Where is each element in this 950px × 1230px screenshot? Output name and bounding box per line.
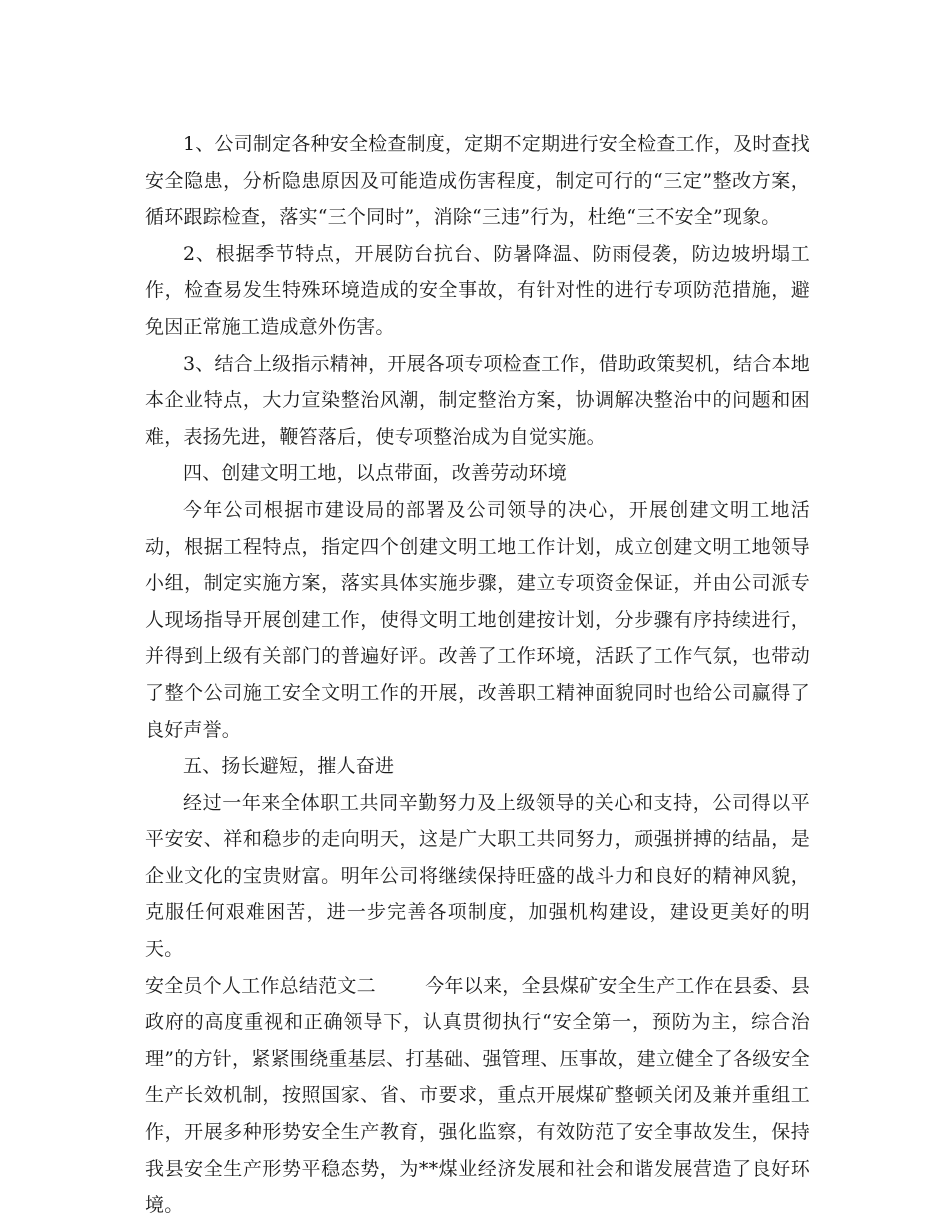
paragraph-civilized-site: 今年公司根据市建设局的部署及公司领导的决心，开展创建文明工地活动，根据工程特点，指定四个创建文明工地工作计划，成立创建文明工地领导小组，制定实施方案，落实具体实施步骤，建立专项资金保证，并由公司派专人现场指导开展创建工作，使得文明工地创建按计划，分步骤有序持续进行，并得到上级有关部门的普遍好评。改善了工作环境，活跃了工作气氛，也带动了整个公司施工安全文明工作的开展，改善职工精神面貌同时也给公司赢得了良好声誉。 bbox=[145, 498, 810, 741]
second-summary-text: 今年以来，全县煤矿安全生产工作在县委、县政府的高度重视和正确领导下，认真贯彻执行“安全第一，预防为主，综合治理”的方针，紧紧围绕重基层、打基础、强管理、压事故，建立健全了各级安全生产长效机制，按照国家、省、市要求，重点开展煤矿整顿关闭及兼并重组工作，开展多种形势安全生产教育，强化监察，有效防范了安全事故发生，保持我县安全生产形势平稳态势，为**煤业经济发展和社会和谐发展营造了良好环境。 bbox=[145, 974, 810, 1217]
document-body bbox=[145, 126, 810, 1224]
paragraph-safety-inspection: 1、公司制定各种安全检查制度，定期不定期进行安全检查工作，及时查找安全隐患，分析隐患原因及可能造成伤害程度，制定可行的“三定”整改方案，循环跟踪检查，落实“三个同时”，消除“三违”行为，杜绝“三不安全”现象。 bbox=[145, 133, 810, 229]
section-heading-civilized-site: 四、创建文明工地，以点带面，改善劳动环境 bbox=[183, 462, 568, 485]
second-summary-title: 安全员个人工作总结范文二 bbox=[145, 974, 376, 997]
section-heading-strengths: 五、扬长避短，摧人奋进 bbox=[183, 755, 395, 778]
paragraph-second-summary bbox=[145, 968, 810, 1224]
paragraph-seasonal-prevention: 2、根据季节特点，开展防台抗台、防暑降温、防雨侵袭，防边坡坍塌工作，检查易发生特殊环境造成的安全事故，有针对性的进行专项防范措施，避免因正常施工造成意外伤害。 bbox=[145, 242, 810, 338]
paragraph-special-inspection: 3、结合上级指示精神，开展各项专项检查工作，借助政策契机，结合本地本企业特点，大力宣染整治风潮，制定整治方案，协调解决整治中的问题和困难，表扬先进，鞭笞落后，使专项整治成为自觉实施。 bbox=[145, 352, 810, 448]
paragraph-strengths: 经过一年来全体职工共同辛勤努力及上级领导的关心和支持，公司得以平平安安、祥和稳步的走向明天，这是广大职工共同努力，顽强拼搏的结晶，是企业文化的宝贵财富。明年公司将继续保持旺盛的战斗力和良好的精神风貌，克服任何艰难困苦，进一步完善各项制度，加强机构建设，建设更美好的明天。 bbox=[145, 791, 810, 961]
